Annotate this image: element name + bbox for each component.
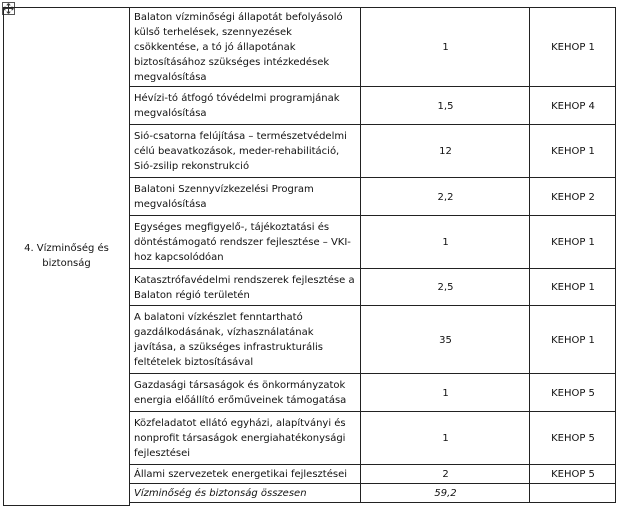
program-cell: KEHOP 1: [530, 269, 616, 306]
description-cell: Sió-csatorna felújítása – természetvédelmi célú beavatkozások, meder-rehabilitáció, Sió-zsilip rekonstrukció: [130, 125, 361, 178]
category-cell: 4. Vízminőség és biztonság: [4, 8, 130, 506]
amount-cell: 1: [361, 412, 530, 465]
total-amount-cell: 59,2: [361, 484, 530, 503]
program-cell: KEHOP 1: [530, 125, 616, 178]
amount-cell: 2,2: [361, 178, 530, 216]
amount-cell: 1: [361, 374, 530, 412]
description-cell: A balatoni vízkészlet fenntartható gazdálkodásának, vízhasználatának javítása, a szükséges infrastrukturális feltételek biztosításával: [130, 306, 361, 374]
amount-cell: 2: [361, 465, 530, 484]
program-cell: KEHOP 5: [530, 374, 616, 412]
description-cell: Egységes megfigyelő-, tájékoztatási és döntéstámogató rendszer fejlesztése – VKI-hoz kapcsolódóan: [130, 216, 361, 269]
program-cell: KEHOP 1: [530, 216, 616, 269]
amount-cell: 35: [361, 306, 530, 374]
program-cell: KEHOP 1: [530, 8, 616, 87]
program-cell: KEHOP 2: [530, 178, 616, 216]
description-cell: Balatoni Szennyvízkezelési Program megvalósítása: [130, 178, 361, 216]
description-cell: Katasztrófavédelmi rendszerek fejlesztése a Balaton régió területén: [130, 269, 361, 306]
amount-cell: 1: [361, 8, 530, 87]
description-cell: Hévízi-tó átfogó tóvédelmi programjának megvalósítása: [130, 87, 361, 125]
total-label-cell: Vízminőség és biztonság összesen: [130, 484, 361, 503]
amount-cell: 12: [361, 125, 530, 178]
amount-cell: 1: [361, 216, 530, 269]
amount-cell: 2,5: [361, 269, 530, 306]
program-cell: KEHOP 5: [530, 465, 616, 484]
program-cell: KEHOP 1: [530, 306, 616, 374]
description-cell: Gazdasági társaságok és önkormányzatok energia előállító erőműveinek támogatása: [130, 374, 361, 412]
description-cell: Állami szervezetek energetikai fejlesztései: [130, 465, 361, 484]
program-cell: KEHOP 4: [530, 87, 616, 125]
total-program-cell: [530, 484, 616, 503]
program-cell: KEHOP 5: [530, 412, 616, 465]
amount-cell: 1,5: [361, 87, 530, 125]
table-row: [4, 8, 616, 87]
description-cell: Balaton vízminőségi állapotát befolyásoló külső terhelések, szennyezések csökkentése, a tó jó állapotának biztosításához szükséges intézkedések megvalósítása: [130, 8, 361, 87]
description-cell: Közfeladatot ellátó egyházi, alapítványi és nonprofit társaságok energiahatékonysági fejlesztései: [130, 412, 361, 465]
spacer-cell: [130, 503, 616, 506]
data-table: [3, 7, 616, 506]
